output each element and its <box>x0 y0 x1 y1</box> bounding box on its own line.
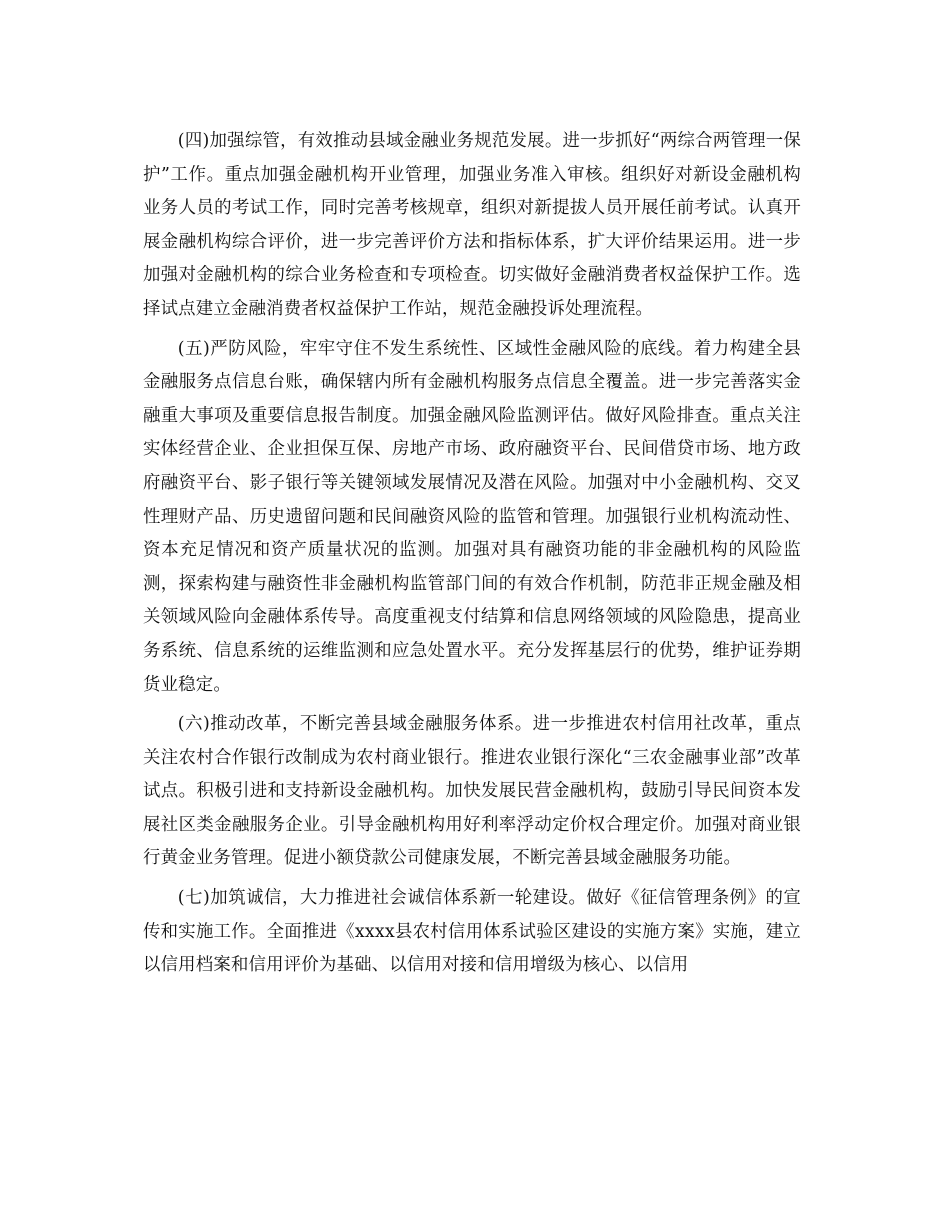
paragraph-5-risk-prevention: (五)严防风险，牢牢守住不发生系统性、区域性金融风险的底线。着力构建全县金融服务点信息台账，确保辖内所有金融机构服务点信息全覆盖。进一步完善落实金融重大事项及重要信息报告制度。加强金融风险监测评估。做好风险排查。重点关注实体经营企业、企业担保互保、房地产市场、政府融资平台、民间借贷市场、地方政府融资平台、影子银行等关键领域发展情况及潜在风险。加强对中小金融机构、交叉性理财产品、历史遗留问题和民间融资风险的监管和管理。加强银行业机构流动性、资本充足情况和资产质量状况的监测。加强对具有融资功能的非金融机构的风险监测，探索构建与融资性非金融机构监管部门间的有效合作机制，防范非正规金融及相关领域风险向金融体系传导。高度重视支付结算和信息网络领域的风险隐患，提高业务系统、信息系统的运维监测和应急处置水平。充分发挥基层行的优势，维护证券期货业稳定。 <box>143 338 801 695</box>
paragraph-7-credit-system: (七)加筑诚信，大力推进社会诚信体系新一轮建设。做好《征信管理条例》的宣传和实施工作。全面推进《xxxx县农村信用体系试验区建设的实施方案》实施，建立以信用档案和信用评价为基础、以信用对接和信用增级为核心、以信用 <box>143 888 801 976</box>
document-body <box>143 125 801 989</box>
paragraph-4-regulation: (四)加强综管，有效推动县域金融业务规范发展。进一步抓好“两综合两管理一保护”工作。重点加强金融机构开业管理，加强业务准入审核。组织好对新设金融机构业务人员的考试工作，同时完善考核规章，组织对新提拔人员开展任前考试。认真开展金融机构综合评价，进一步完善评价方法和指标体系，扩大评价结果运用。进一步加强对金融机构的综合业务检查和专项检查。切实做好金融消费者权益保护工作。选择试点建立金融消费者权益保护工作站，规范金融投诉处理流程。 <box>143 131 801 319</box>
paragraph-6-reform: (六)推动改革，不断完善县域金融服务体系。进一步推进农村信用社改革，重点关注农村合作银行改制成为农村商业银行。推进农业银行深化“三农金融事业部”改革试点。积极引进和支持新设金融机构。加快发展民营金融机构，鼓励引导民间资本发展社区类金融服务企业。引导金融机构用好利率浮动定价权合理定价。加强对商业银行黄金业务管理。促进小额贷款公司健康发展，不断完善县域金融服务功能。 <box>143 714 801 869</box>
